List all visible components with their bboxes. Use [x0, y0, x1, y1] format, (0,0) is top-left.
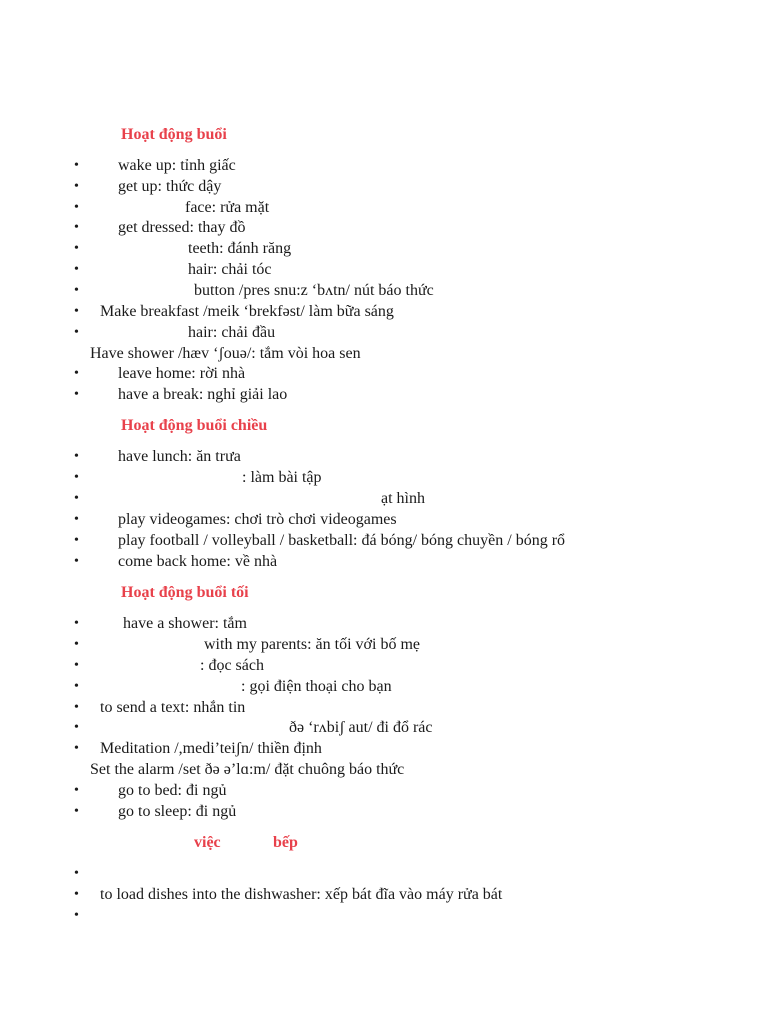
list-item: • leave home: rời nhà	[74, 365, 246, 382]
bullet: •	[74, 491, 79, 506]
list-item: • to send a text: nhắn tin	[74, 699, 246, 716]
section-heading-kitchen-part-1: việc	[194, 834, 221, 851]
list-item: • with my parents: ăn tối với bố mẹ	[74, 636, 420, 653]
list-item: • play football / volleyball / basketball: đá bóng/ bóng chuyền / bóng rổ	[74, 532, 566, 549]
bullet: •	[74, 679, 79, 694]
bullet: •	[74, 616, 79, 631]
list-item: • teeth: đánh răng	[74, 240, 292, 257]
list-item: • Make breakfast /meik ‘brekfəst/ làm bữa sáng	[74, 303, 394, 320]
list-item: • get dressed: thay đồ	[74, 219, 246, 236]
section-heading-afternoon: Hoạt động buổi chiều	[121, 417, 268, 434]
list-item: • ðə ‘rʌbiʃ aut/ đi đổ rác	[74, 719, 433, 736]
section-heading-evening: Hoạt động buổi tối	[121, 584, 249, 601]
list-item: • have a shower: tắm	[74, 615, 247, 632]
bullet: •	[74, 866, 79, 881]
bullet: •	[74, 283, 79, 298]
bullet: •	[74, 449, 79, 464]
section-heading-morning: Hoạt động buổi	[121, 126, 227, 143]
bullet: •	[74, 804, 79, 819]
list-item: • : đọc sách	[74, 657, 264, 674]
bullet: •	[74, 533, 79, 548]
list-item: • button /pres snu:z ‘bʌtn/ nút báo thức	[74, 282, 434, 299]
bullet: •	[74, 554, 79, 569]
list-item: • hair: chải tóc	[74, 261, 272, 278]
bullet: •	[74, 387, 79, 402]
bullet: •	[74, 637, 79, 652]
bullet: •	[74, 325, 79, 340]
list-item: • to load dishes into the dishwasher: xếp bát đĩa vào máy rửa bát	[74, 886, 503, 903]
bullet: •	[74, 720, 79, 735]
list-item: • have lunch: ăn trưa	[74, 448, 241, 465]
bullet: •	[74, 700, 79, 715]
list-item: • go to bed: đi ngủ	[74, 782, 227, 799]
list-item: • face: rửa mặt	[74, 199, 270, 216]
bullet: •	[74, 887, 79, 902]
list-item: • Meditation /,medi’teiʃn/ thiền định	[74, 740, 322, 757]
list-item: • go to sleep: đi ngủ	[74, 803, 237, 820]
section-heading-kitchen-part-2: bếp	[273, 834, 298, 851]
bullet: •	[74, 220, 79, 235]
list-item: • come back home: về nhà	[74, 553, 278, 570]
bullet: •	[74, 179, 79, 194]
list-item: • hair: chải đầu	[74, 324, 276, 341]
bullet: •	[74, 366, 79, 381]
list-item: • : gọi điện thoại cho bạn	[74, 678, 392, 695]
bullet: •	[74, 658, 79, 673]
list-item: • have a break: nghỉ giải lao	[74, 386, 288, 403]
list-item	[0, 864, 768, 884]
bullet: •	[74, 262, 79, 277]
bullet: •	[74, 200, 79, 215]
bullet: •	[74, 470, 79, 485]
list-item: • wake up: tỉnh giấc	[74, 157, 236, 174]
list-item: • play videogames: chơi trò chơi videogames	[74, 511, 397, 528]
list-item: • ạt hình	[74, 490, 425, 507]
bullet: •	[74, 158, 79, 173]
bullet: •	[74, 908, 79, 923]
bullet: •	[74, 241, 79, 256]
list-item: Set the alarm /set ðə ə’lɑ:m/ đặt chuông báo thức	[90, 761, 405, 778]
bullet: •	[74, 783, 79, 798]
list-item: • : làm bài tập	[74, 469, 322, 486]
bullet: •	[74, 304, 79, 319]
list-item: Have shower /hæv ‘ʃouə/: tắm vòi hoa sen	[90, 345, 361, 362]
bullet: •	[74, 741, 79, 756]
list-item: • get up: thức dậy	[74, 178, 222, 195]
list-item	[0, 906, 768, 926]
bullet: •	[74, 512, 79, 527]
